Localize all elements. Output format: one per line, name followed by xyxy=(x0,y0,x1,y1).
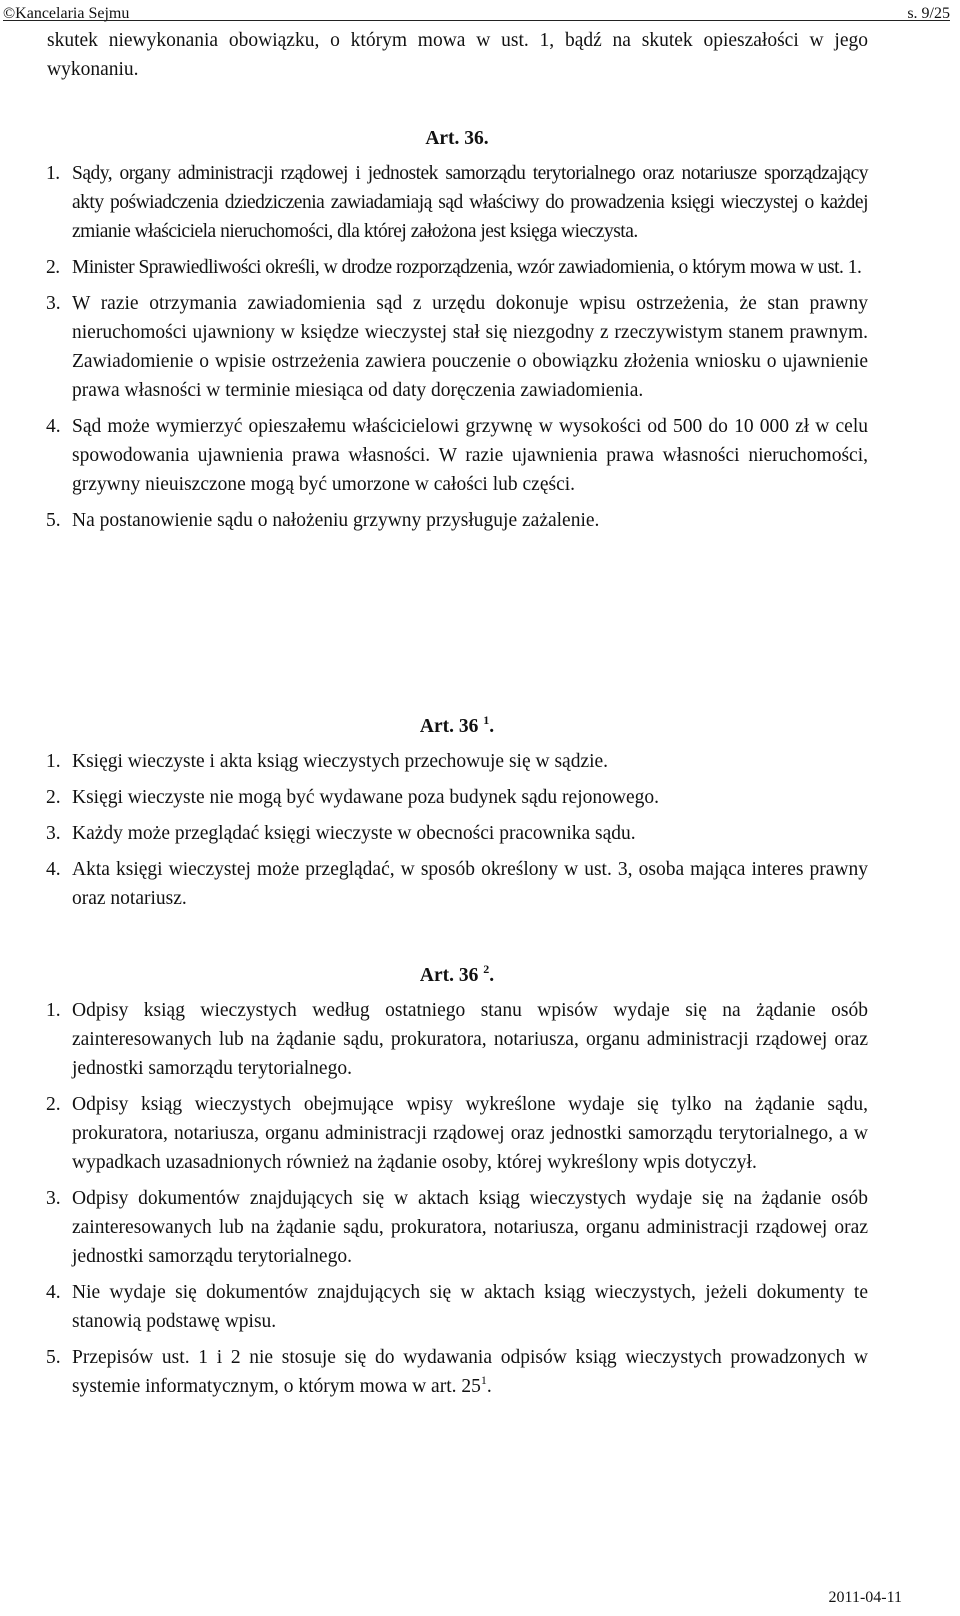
intro-paragraph: skutek niewykonania obowiązku, o którym mowa w ust. 1, bądź na skutek opieszałości w jego wykonaniu. xyxy=(47,30,868,80)
paragraph-number: 4. xyxy=(46,1282,61,1303)
article-heading-superscript: 2 xyxy=(483,962,490,976)
paragraph-number: 3. xyxy=(46,1188,61,1209)
paragraph-number: 1. xyxy=(46,751,61,772)
paragraph-item xyxy=(46,1278,868,1336)
paragraph-item xyxy=(46,253,868,282)
paragraph-text: Księgi wieczyste i akta ksiąg wieczystych przechowuje się w sądzie. xyxy=(72,751,609,772)
paragraph-number: 1. xyxy=(46,1000,61,1021)
article-heading-text: Art. 36 xyxy=(419,965,479,986)
article-heading xyxy=(46,712,868,741)
paragraph-item xyxy=(46,412,868,499)
paragraph-text: Przepisów ust. 1 i 2 nie stosuje się do wydawania odpisów ksiąg wieczystych prowadzonych w systemie informatycznym, o którym mowa w art. 25 xyxy=(72,1347,868,1397)
paragraph-item xyxy=(46,289,868,405)
article-heading-dot: . xyxy=(489,716,495,737)
paragraph-number: 3. xyxy=(46,293,61,314)
article-heading-text: Art. 36 xyxy=(419,716,479,737)
footer-date: 2011-04-11 xyxy=(828,1589,902,1606)
article-36-1 xyxy=(46,712,868,920)
paragraph-item xyxy=(46,1343,868,1401)
paragraph-text: Odpisy dokumentów znajdujących się w aktach ksiąg wieczystych wydaje się na żądanie osób zainteresowanych lub na żądanie sądu, prokuratora, notariusza, organu administracji rządowej oraz jednostki samorządu terytorialnego. xyxy=(72,1188,868,1267)
article-heading-superscript: 1 xyxy=(483,713,490,727)
reference-superscript: 1 xyxy=(480,1373,487,1387)
article-heading: Art. 36. xyxy=(425,128,489,149)
paragraph-number: 4. xyxy=(46,859,61,880)
paragraph-text: Minister Sprawiedliwości określi, w drodze rozporządzenia, wzór zawiadomienia, o którym mowa w ust. 1. xyxy=(72,257,862,278)
article-36-2 xyxy=(46,961,868,1408)
paragraph-text: Sądy, organy administracji rządowej i jednostek samorządu terytorialnego oraz notariusze sporządzający akty poświadczenia dziedziczenia zawiadamiają sąd właściwy do prowadzenia księgi wieczystej o każdej zmianie właściciela nieruchomości, dla której założona jest księga wieczysta. xyxy=(72,163,868,242)
header-page-number: s. 9/25 xyxy=(907,5,950,22)
article-36 xyxy=(46,124,868,542)
paragraph-item xyxy=(46,506,868,535)
paragraph-text: Odpisy ksiąg wieczystych obejmujące wpisy wykreślone wydaje się tylko na żądanie sądu, prokuratora, notariusza, organu administracji rządowej oraz jednostki samorządu terytorialnego, a w wypadkach uzasadnionych również na żądanie osoby, której wykreślony wpis dotyczył. xyxy=(72,1094,868,1173)
paragraph-number: 4. xyxy=(46,416,61,437)
header-copyright: ©Kancelaria Sejmu xyxy=(3,5,130,22)
paragraph-item xyxy=(46,819,868,848)
paragraph-number: 2. xyxy=(46,787,61,808)
paragraph-text: Każdy może przeglądać księgi wieczyste w obecności pracownika sądu. xyxy=(72,823,636,844)
paragraph-number: 5. xyxy=(46,510,61,531)
paragraph-number: 2. xyxy=(46,1094,61,1115)
paragraph-text: Akta księgi wieczystej może przeglądać, w sposób określony w ust. 3, osoba mająca interes prawny oraz notariusz. xyxy=(72,859,868,909)
paragraph-number: 5. xyxy=(46,1347,61,1368)
intro-block xyxy=(46,26,868,84)
header-divider xyxy=(3,20,950,21)
paragraph-item xyxy=(46,783,868,812)
paragraph-item xyxy=(46,996,868,1083)
paragraph-number: 1. xyxy=(46,163,60,184)
paragraph-number: 3. xyxy=(46,823,61,844)
paragraph-item xyxy=(46,747,868,776)
paragraph-item xyxy=(46,1184,868,1271)
paragraph-item xyxy=(46,1090,868,1177)
paragraph-text: Sąd może wymierzyć opieszałemu właścicielowi grzywnę w wysokości od 500 do 10 000 zł w celu spowodowania ujawnienia prawa własności. W razie ujawnienia prawa własności nieruchomości, grzywny nieuiszczone mogą być umorzone w całości lub części. xyxy=(72,416,868,495)
paragraph-text: Księgi wieczyste nie mogą być wydawane poza budynek sądu rejonowego. xyxy=(72,787,659,808)
paragraph-item xyxy=(46,159,868,246)
paragraph-text: W razie otrzymania zawiadomienia sąd z urzędu dokonuje wpisu ostrzeżenia, że stan prawny nieruchomości ujawniony w księdze wieczystej stał się niezgodny z rzeczywistym stanem prawnym. Zawiadomienie o wpisie ostrzeżenia zawiera pouczenie o obowiązku złożenia wniosku o ujawnienie prawa własności w terminie miesiąca od daty doręczenia zawiadomienia. xyxy=(72,293,868,401)
paragraph-item xyxy=(46,855,868,913)
article-heading-dot: . xyxy=(489,965,495,986)
paragraph-tail: . xyxy=(486,1376,492,1397)
paragraph-text: Na postanowienie sądu o nałożeniu grzywny przysługuje zażalenie. xyxy=(72,510,600,531)
paragraph-text: Odpisy ksiąg wieczystych według ostatniego stanu wpisów wydaje się na żądanie osób zainteresowanych lub na żądanie sądu, prokuratora, notariusza, organu administracji rządowej oraz jednostki samorządu terytorialnego. xyxy=(72,1000,868,1079)
paragraph-number: 2. xyxy=(46,257,60,278)
paragraph-text: Nie wydaje się dokumentów znajdujących się w aktach ksiąg wieczystych, jeżeli dokumenty te stanowią podstawę wpisu. xyxy=(72,1282,868,1332)
article-heading xyxy=(46,961,868,990)
